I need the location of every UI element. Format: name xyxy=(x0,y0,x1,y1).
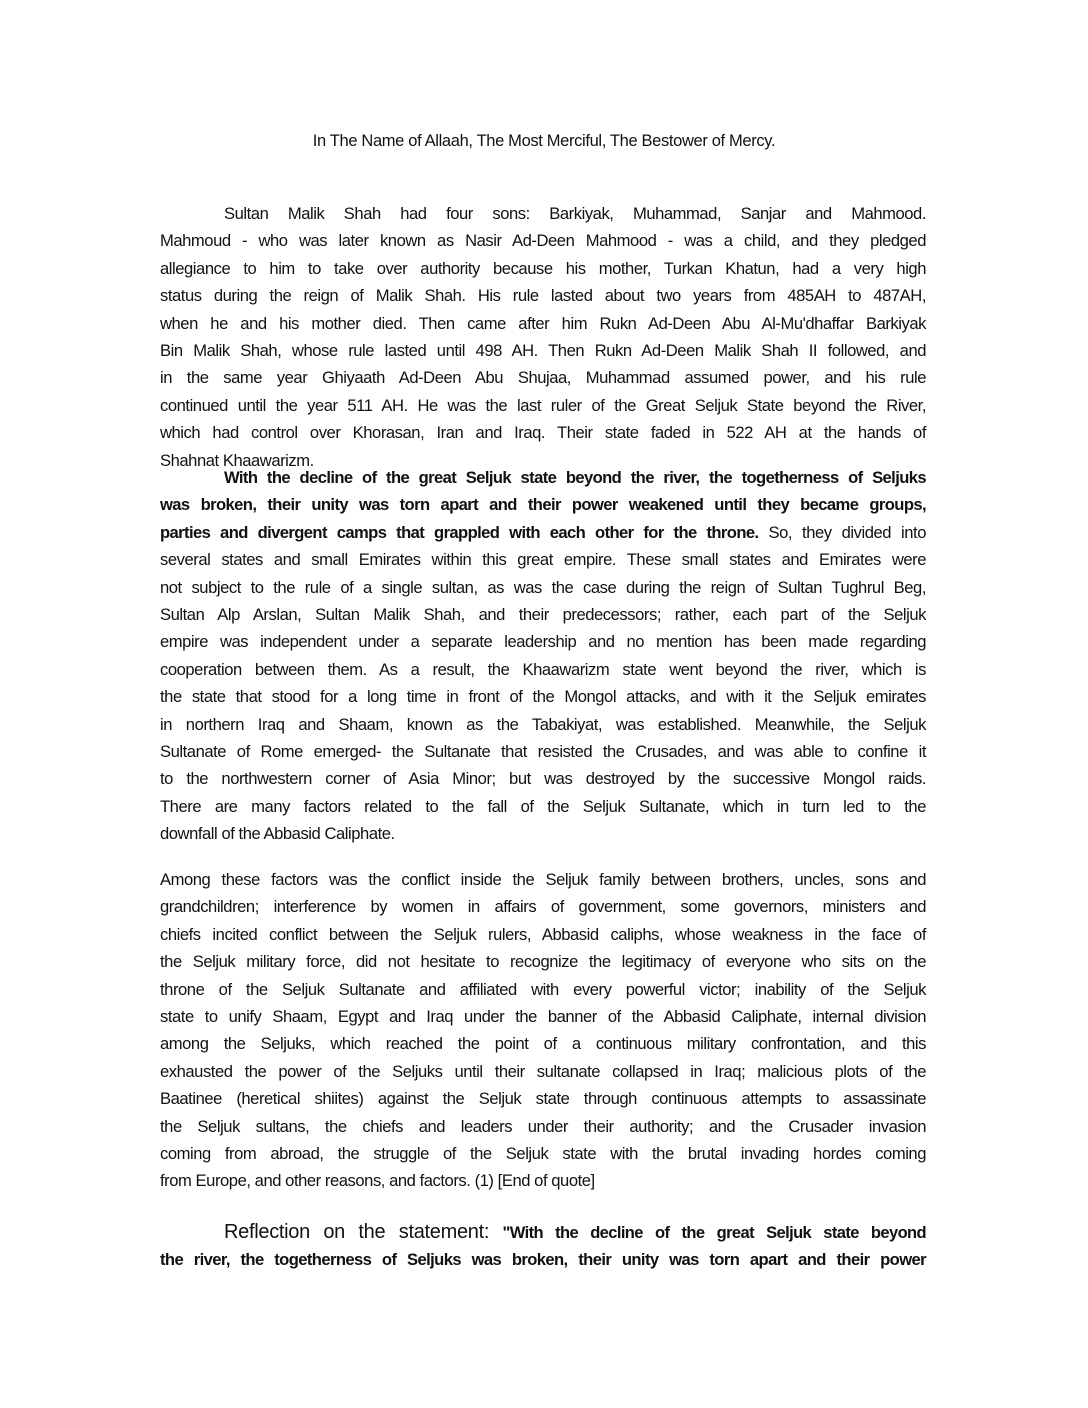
text-line: exhausted the power of the Seljuks until their sultanate collapsed in Iraq; malicious plots of the xyxy=(160,1061,926,1081)
text-line: Shahnat Khaawarizm. xyxy=(160,450,314,470)
text-line: grandchildren; interference by women in affairs of government, some governors, ministers and xyxy=(160,897,926,917)
text-line: downfall of the Abbasid Caliphate. xyxy=(160,824,395,844)
mixed-text-line xyxy=(160,519,926,546)
bold-text-segment: parties and divergent camps that grappled with each other for the throne. xyxy=(160,522,759,542)
text-line: continued until the year 511 AH. He was the last ruler of the Great Seljuk State beyond the River, xyxy=(160,395,926,415)
document-heading: In The Name of Allaah, The Most Merciful, The Bestower of Mercy. xyxy=(312,132,776,150)
text-line: state to unify Shaam, Egypt and Iraq under the banner of the Abbasid Caliphate, internal division xyxy=(160,1006,926,1026)
text-line: status during the reign of Malik Shah. His rule lasted about two years from 485AH to 487AH, xyxy=(160,286,926,306)
text-line: empire was independent under a separate leadership and no mention has been made regarding xyxy=(160,632,926,652)
text-line: the Seljuk sultans, the chiefs and leaders under their authority; and the Crusader invasion xyxy=(160,1116,926,1136)
text-line: coming from abroad, the struggle of the Seljuk state with the brutal invading hordes coming xyxy=(160,1143,926,1163)
text-line: the state that stood for a long time in front of the Mongol attacks, and with it the Seljuk emirates xyxy=(160,687,926,707)
text-line: in the same year Ghiyaath Ad-Deen Abu Shujaa, Muhammad assumed power, and his rule xyxy=(160,368,926,388)
reflection-label: Reflection on the statement: xyxy=(224,1221,503,1243)
paragraph-factors xyxy=(160,866,926,1195)
text-line: in northern Iraq and Shaam, known as the Tabakiyat, was established. Meanwhile, the Seljuk xyxy=(160,714,926,734)
text-segment: So, they divided into xyxy=(758,522,926,542)
text-line: among the Seljuks, which reached the point of a continuous military confrontation, and this xyxy=(160,1034,926,1054)
paragraph-reflection xyxy=(160,1219,926,1274)
bold-text-line: With the decline of the great Seljuk state beyond the river, the togetherness of Seljuks xyxy=(224,468,926,487)
bold-text-line: was broken, their unity was torn apart and their power weakened until they became groups, xyxy=(160,495,926,515)
text-line: not subject to the rule of a single sultan, as was the case during the reign of Sultan Tughrul Beg, xyxy=(160,577,926,597)
text-line: cooperation between them. As a result, the Khaawarizm state went beyond the river, which is xyxy=(160,659,926,679)
text-line: which had control over Khorasan, Iran and Iraq. Their state faded in 522 AH at the hands of xyxy=(160,423,926,443)
text-line: Bin Malik Shah, whose rule lasted until 498 AH. Then Rukn Ad-Deen Malik Shah II followed, and xyxy=(160,340,926,360)
text-line: Sultan Alp Arslan, Sultan Malik Shah, and their predecessors; rather, each part of the Seljuk xyxy=(160,604,926,624)
bold-text-line: the river, the togetherness of Seljuks was broken, their unity was torn apart and their power xyxy=(160,1250,926,1270)
mixed-text-line xyxy=(160,1219,926,1246)
text-line: Sultan Malik Shah had four sons: Barkiyak, Muhammad, Sanjar and Mahmood. xyxy=(224,204,926,223)
text-line: throne of the Seljuk Sultanate and affiliated with every powerful victor; inability of the Seljuk xyxy=(160,979,926,999)
text-line: Baatinee (heretical shiites) against the Seljuk state through continuous attempts to assassinate xyxy=(160,1089,926,1109)
paragraph-malik-shah-sons xyxy=(160,200,926,474)
text-line: allegiance to him to take over authority because his mother, Turkan Khatun, had a very high xyxy=(160,258,926,278)
text-line: the Seljuk military force, did not hesitate to recognize the legitimacy of everyone who sits on the xyxy=(160,952,926,972)
text-line: chiefs incited conflict between the Seljuk rulers, Abbasid caliphs, whose weakness in the face of xyxy=(160,924,926,944)
text-line: Among these factors was the conflict inside the Seljuk family between brothers, uncles, sons and xyxy=(160,870,926,889)
text-line: to the northwestern corner of Asia Minor; but was destroyed by the successive Mongol raids. xyxy=(160,769,926,789)
text-line: There are many factors related to the fall of the Seljuk Sultanate, which in turn led to the xyxy=(160,796,926,816)
text-line: when he and his mother died. Then came after him Rukn Ad-Deen Abu Al-Mu'dhaffar Barkiyak xyxy=(160,313,926,333)
text-line: Sultanate of Rome emerged- the Sultanate that resisted the Crusades, and was able to confine it xyxy=(160,741,926,761)
bold-text-segment: "With the decline of the great Seljuk state beyond xyxy=(502,1224,927,1242)
text-line: from Europe, and other reasons, and factors. (1) [End of quote] xyxy=(160,1171,595,1191)
text-line: Mahmoud - who was later known as Nasir Ad-Deen Mahmood - was a child, and they pledged xyxy=(160,231,926,251)
text-line: several states and small Emirates within this great empire. These small states and Emirates were xyxy=(160,550,926,570)
paragraph-seljuk-decline xyxy=(160,464,926,847)
